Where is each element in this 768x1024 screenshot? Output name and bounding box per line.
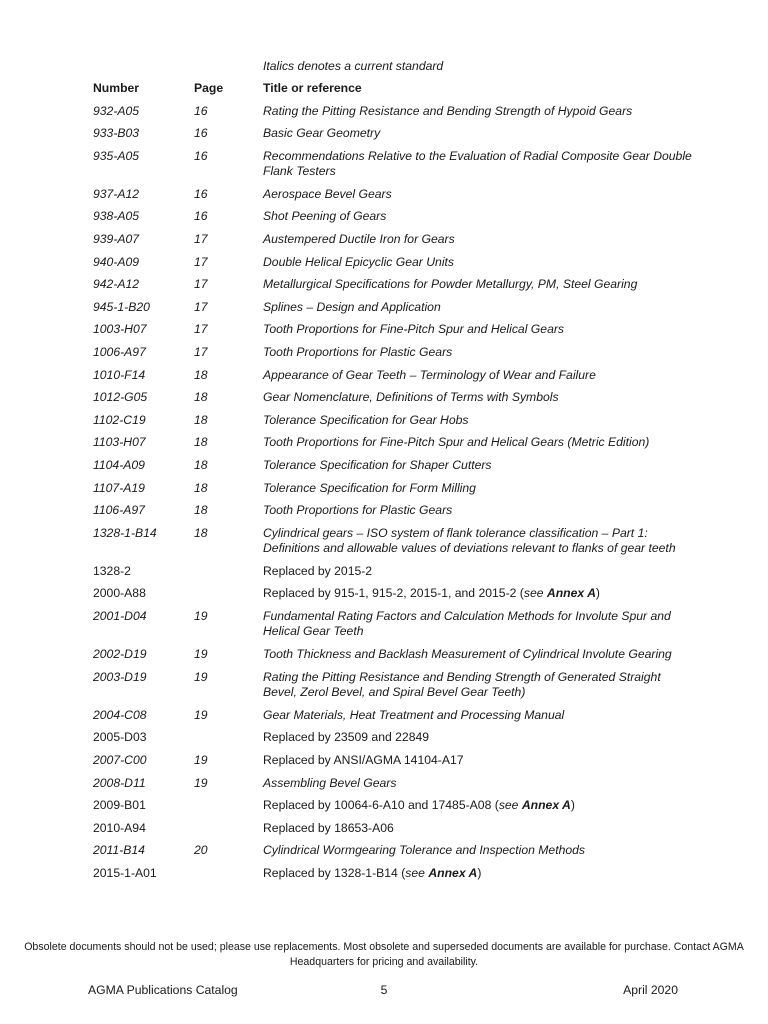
table-row [93, 564, 693, 580]
annex-label: Annex A [428, 865, 478, 880]
row-number: 2004-C08 [93, 707, 147, 722]
header-number: Number [93, 81, 140, 95]
row-number: 1102-C19 [93, 412, 146, 427]
table-header-row [93, 81, 693, 97]
row-title [263, 126, 693, 142]
row-page: 18 [194, 390, 208, 405]
row-title [263, 368, 693, 384]
row-page: 19 [194, 775, 208, 790]
table-row [93, 300, 693, 316]
table-row [93, 149, 693, 180]
row-title [263, 843, 693, 859]
row-number: 2003-D19 [93, 669, 147, 684]
table-row [93, 345, 693, 361]
table-row [93, 776, 693, 792]
table-row [93, 255, 693, 271]
row-number: 2015-1-A01 [93, 865, 157, 880]
row-number: 939-A07 [93, 231, 140, 246]
row-page [194, 866, 263, 882]
row-title [263, 866, 693, 882]
row-title [263, 390, 693, 406]
row-title [263, 322, 693, 338]
table-row [93, 798, 693, 814]
row-title-text: Fundamental Rating Factors and Calculation Methods for Involute Spur and Helical Gear Teeth [263, 608, 671, 639]
row-title [263, 255, 693, 271]
row-title-text: Shot Peening of Gears [263, 209, 387, 224]
row-title-text: Rating the Pitting Resistance and Bending Strength of Hypoid Gears [263, 103, 633, 118]
row-title [263, 730, 693, 746]
row-number: 935-A05 [93, 148, 140, 163]
table-row [93, 866, 693, 882]
row-title-text: Basic Gear Geometry [263, 126, 381, 141]
row-title-text: Splines – Design and Application [263, 299, 441, 314]
row-title [263, 209, 693, 225]
table-row [93, 390, 693, 406]
table-row [93, 209, 693, 225]
row-title-text: Replaced by ANSI/AGMA 14104-A17 [263, 752, 464, 767]
row-number: 942-A12 [93, 277, 140, 292]
table-row [93, 670, 693, 701]
table-row [93, 104, 693, 120]
table-row [93, 843, 693, 859]
table-row [93, 503, 693, 519]
row-title [263, 776, 693, 792]
row-title [263, 586, 693, 602]
row-page: 17 [194, 344, 208, 359]
row-title-text: Tooth Thickness and Backlash Measurement of Cylindrical Involute Gearing [263, 647, 672, 662]
row-number: 1107-A19 [93, 480, 145, 495]
row-page: 18 [194, 525, 208, 540]
row-title [263, 647, 693, 663]
annex-reference: (see Annex A) [397, 865, 482, 880]
row-title-text: Replaced by 915-1, 915-2, 2015-1, and 2015-2 [263, 586, 517, 601]
row-page: 17 [194, 231, 208, 246]
see-prefix: see [523, 586, 544, 601]
row-number: 2005-D03 [93, 730, 147, 745]
row-number: 945-1-B20 [93, 299, 150, 314]
see-prefix: see [405, 865, 425, 880]
header-page: Page [194, 81, 224, 95]
row-page [194, 730, 263, 746]
row-page: 19 [194, 752, 208, 767]
row-title-text: Replaced by 2015-2 [263, 563, 373, 578]
row-page: 19 [194, 647, 208, 662]
row-title [263, 458, 693, 474]
row-page: 16 [194, 126, 208, 141]
row-title [263, 232, 693, 248]
row-number: 1328-2 [93, 563, 131, 578]
row-title [263, 435, 693, 451]
row-number: 933-B03 [93, 126, 140, 141]
table-row [93, 609, 693, 640]
row-page: 18 [194, 480, 208, 495]
row-title-text: Double Helical Epicyclic Gear Units [263, 254, 455, 269]
row-title-text: Tooth Proportions for Plastic Gears [263, 503, 453, 518]
row-page [194, 564, 263, 580]
row-page [194, 821, 263, 837]
row-title [263, 104, 693, 120]
table-row [93, 187, 693, 203]
row-title-text: Rating the Pitting Resistance and Bending Strength of Generated Straight Bevel, Zerol Bevel, and Spiral Bevel Gear Teeth) [263, 669, 661, 700]
row-title-text: Gear Materials, Heat Treatment and Processing Manual [263, 707, 565, 722]
row-title-text: Gear Nomenclature, Definitions of Terms with Symbols [263, 390, 559, 405]
row-title-text: Tooth Proportions for Fine-Pitch Spur and Helical Gears (Metric Edition) [263, 435, 650, 450]
row-number: 1328-1-B14 [93, 525, 157, 540]
row-title-text: Tolerance Specification for Form Milling [263, 480, 476, 495]
row-title [263, 481, 693, 497]
row-title-text: Cylindrical gears – ISO system of flank tolerance classification – Part 1: Definitions and allowable values of deviations relevant to flanks of gear teeth [263, 525, 676, 556]
row-number: 2002-D19 [93, 647, 147, 662]
table-row [93, 708, 693, 724]
table-row [93, 413, 693, 429]
row-page [194, 586, 263, 602]
row-page: 16 [194, 103, 208, 118]
row-title [263, 821, 693, 837]
row-page: 18 [194, 457, 208, 472]
row-page: 17 [194, 254, 208, 269]
row-number: 1106-A97 [93, 503, 145, 518]
row-title [263, 609, 693, 640]
table-row [93, 458, 693, 474]
row-page: 18 [194, 503, 208, 518]
row-title [263, 798, 693, 814]
row-title-text: Replaced by 18653-A06 [263, 820, 394, 835]
row-number: 940-A09 [93, 254, 140, 269]
row-title [263, 413, 693, 429]
row-page: 19 [194, 608, 208, 623]
row-title-text: Cylindrical Wormgearing Tolerance and Inspection Methods [263, 843, 586, 858]
table-row [93, 586, 693, 602]
row-title-text: Austempered Ductile Iron for Gears [263, 231, 455, 246]
row-page [194, 798, 263, 814]
table-row [93, 232, 693, 248]
see-prefix: see [498, 798, 519, 813]
header-title: Title or reference [263, 81, 362, 95]
table-row [93, 435, 693, 451]
row-number: 1010-F14 [93, 367, 146, 382]
annex-reference: (see Annex A) [491, 798, 575, 813]
row-title-text: Tooth Proportions for Plastic Gears [263, 344, 453, 359]
row-title-text: Aerospace Bevel Gears [263, 186, 392, 201]
row-page: 17 [194, 322, 208, 337]
row-title [263, 187, 693, 203]
row-page: 18 [194, 412, 208, 427]
row-title-text: Recommendations Relative to the Evaluation of Radial Composite Gear Double Flank Testers [263, 148, 692, 179]
row-title [263, 526, 693, 557]
row-number: 2008-D11 [93, 775, 146, 790]
row-title [263, 564, 693, 580]
row-number: 2010-A94 [93, 820, 146, 835]
table-row [93, 526, 693, 557]
row-number: 2001-D04 [93, 608, 147, 623]
annex-label: Annex A [546, 586, 596, 601]
row-title-text: Tooth Proportions for Fine-Pitch Spur and Helical Gears [263, 322, 564, 337]
row-title-text: Appearance of Gear Teeth – Terminology of Wear and Failure [263, 367, 596, 382]
row-page: 20 [194, 843, 208, 858]
row-number: 2007-C00 [93, 752, 147, 767]
row-page: 19 [194, 707, 208, 722]
footer-page-number: 5 [380, 983, 388, 997]
row-title [263, 345, 693, 361]
row-title [263, 300, 693, 316]
row-number: 1003-H07 [93, 322, 147, 337]
row-page: 18 [194, 435, 208, 450]
row-number: 2011-B14 [93, 843, 145, 858]
row-title [263, 503, 693, 519]
row-number: 1012-G05 [93, 390, 148, 405]
row-title [263, 753, 693, 769]
row-page: 17 [194, 299, 208, 314]
table-row [93, 368, 693, 384]
row-number: 1006-A97 [93, 344, 146, 359]
row-title-text: Replaced by 1328-1-B14 [263, 865, 398, 880]
table-row [93, 322, 693, 338]
row-number: 937-A12 [93, 186, 140, 201]
row-page: 16 [194, 209, 208, 224]
row-number: 2009-B01 [93, 798, 146, 813]
obsolete-documents-note: Obsolete documents should not be used; please use replacements. Most obsolete and superseded documents are available for purchase. Contact AGMA Headquarters for pricing and availability. [24, 941, 744, 968]
annex-reference: (see Annex A) [516, 586, 600, 601]
table-row [93, 647, 693, 663]
table-row [93, 753, 693, 769]
row-title [263, 708, 693, 724]
publications-table [93, 81, 693, 889]
row-number: 1103-H07 [93, 435, 146, 450]
table-row [93, 481, 693, 497]
row-title-text: Metallurgical Specifications for Powder Metallurgy, PM, Steel Gearing [263, 277, 638, 292]
row-page: 19 [194, 669, 208, 684]
row-title [263, 670, 693, 701]
row-page: 16 [194, 186, 208, 201]
table-row [93, 821, 693, 837]
row-number: 1104-A09 [93, 457, 145, 472]
row-title-text: Tolerance Specification for Gear Hobs [263, 412, 469, 427]
row-title-text: Replaced by 23509 and 22849 [263, 730, 430, 745]
row-number: 2000-A88 [93, 586, 146, 601]
row-title-text: Tolerance Specification for Shaper Cutters [263, 457, 492, 472]
row-title-text: Replaced by 10064-6-A10 and 17485-A08 [263, 798, 492, 813]
table-row [93, 277, 693, 293]
annex-label: Annex A [521, 798, 571, 813]
row-title [263, 277, 693, 293]
table-row [93, 126, 693, 142]
row-page: 16 [194, 148, 208, 163]
footer-date: April 2020 [623, 983, 678, 997]
row-page: 18 [194, 367, 208, 382]
footer-catalog-name: AGMA Publications Catalog [88, 983, 238, 997]
row-title [263, 149, 693, 180]
row-title-text: Assembling Bevel Gears [263, 775, 397, 790]
row-number: 938-A05 [93, 209, 140, 224]
italics-legend-note: Italics denotes a current standard [263, 59, 444, 73]
row-number: 932-A05 [93, 103, 140, 118]
row-page: 17 [194, 277, 208, 292]
table-row [93, 730, 693, 746]
